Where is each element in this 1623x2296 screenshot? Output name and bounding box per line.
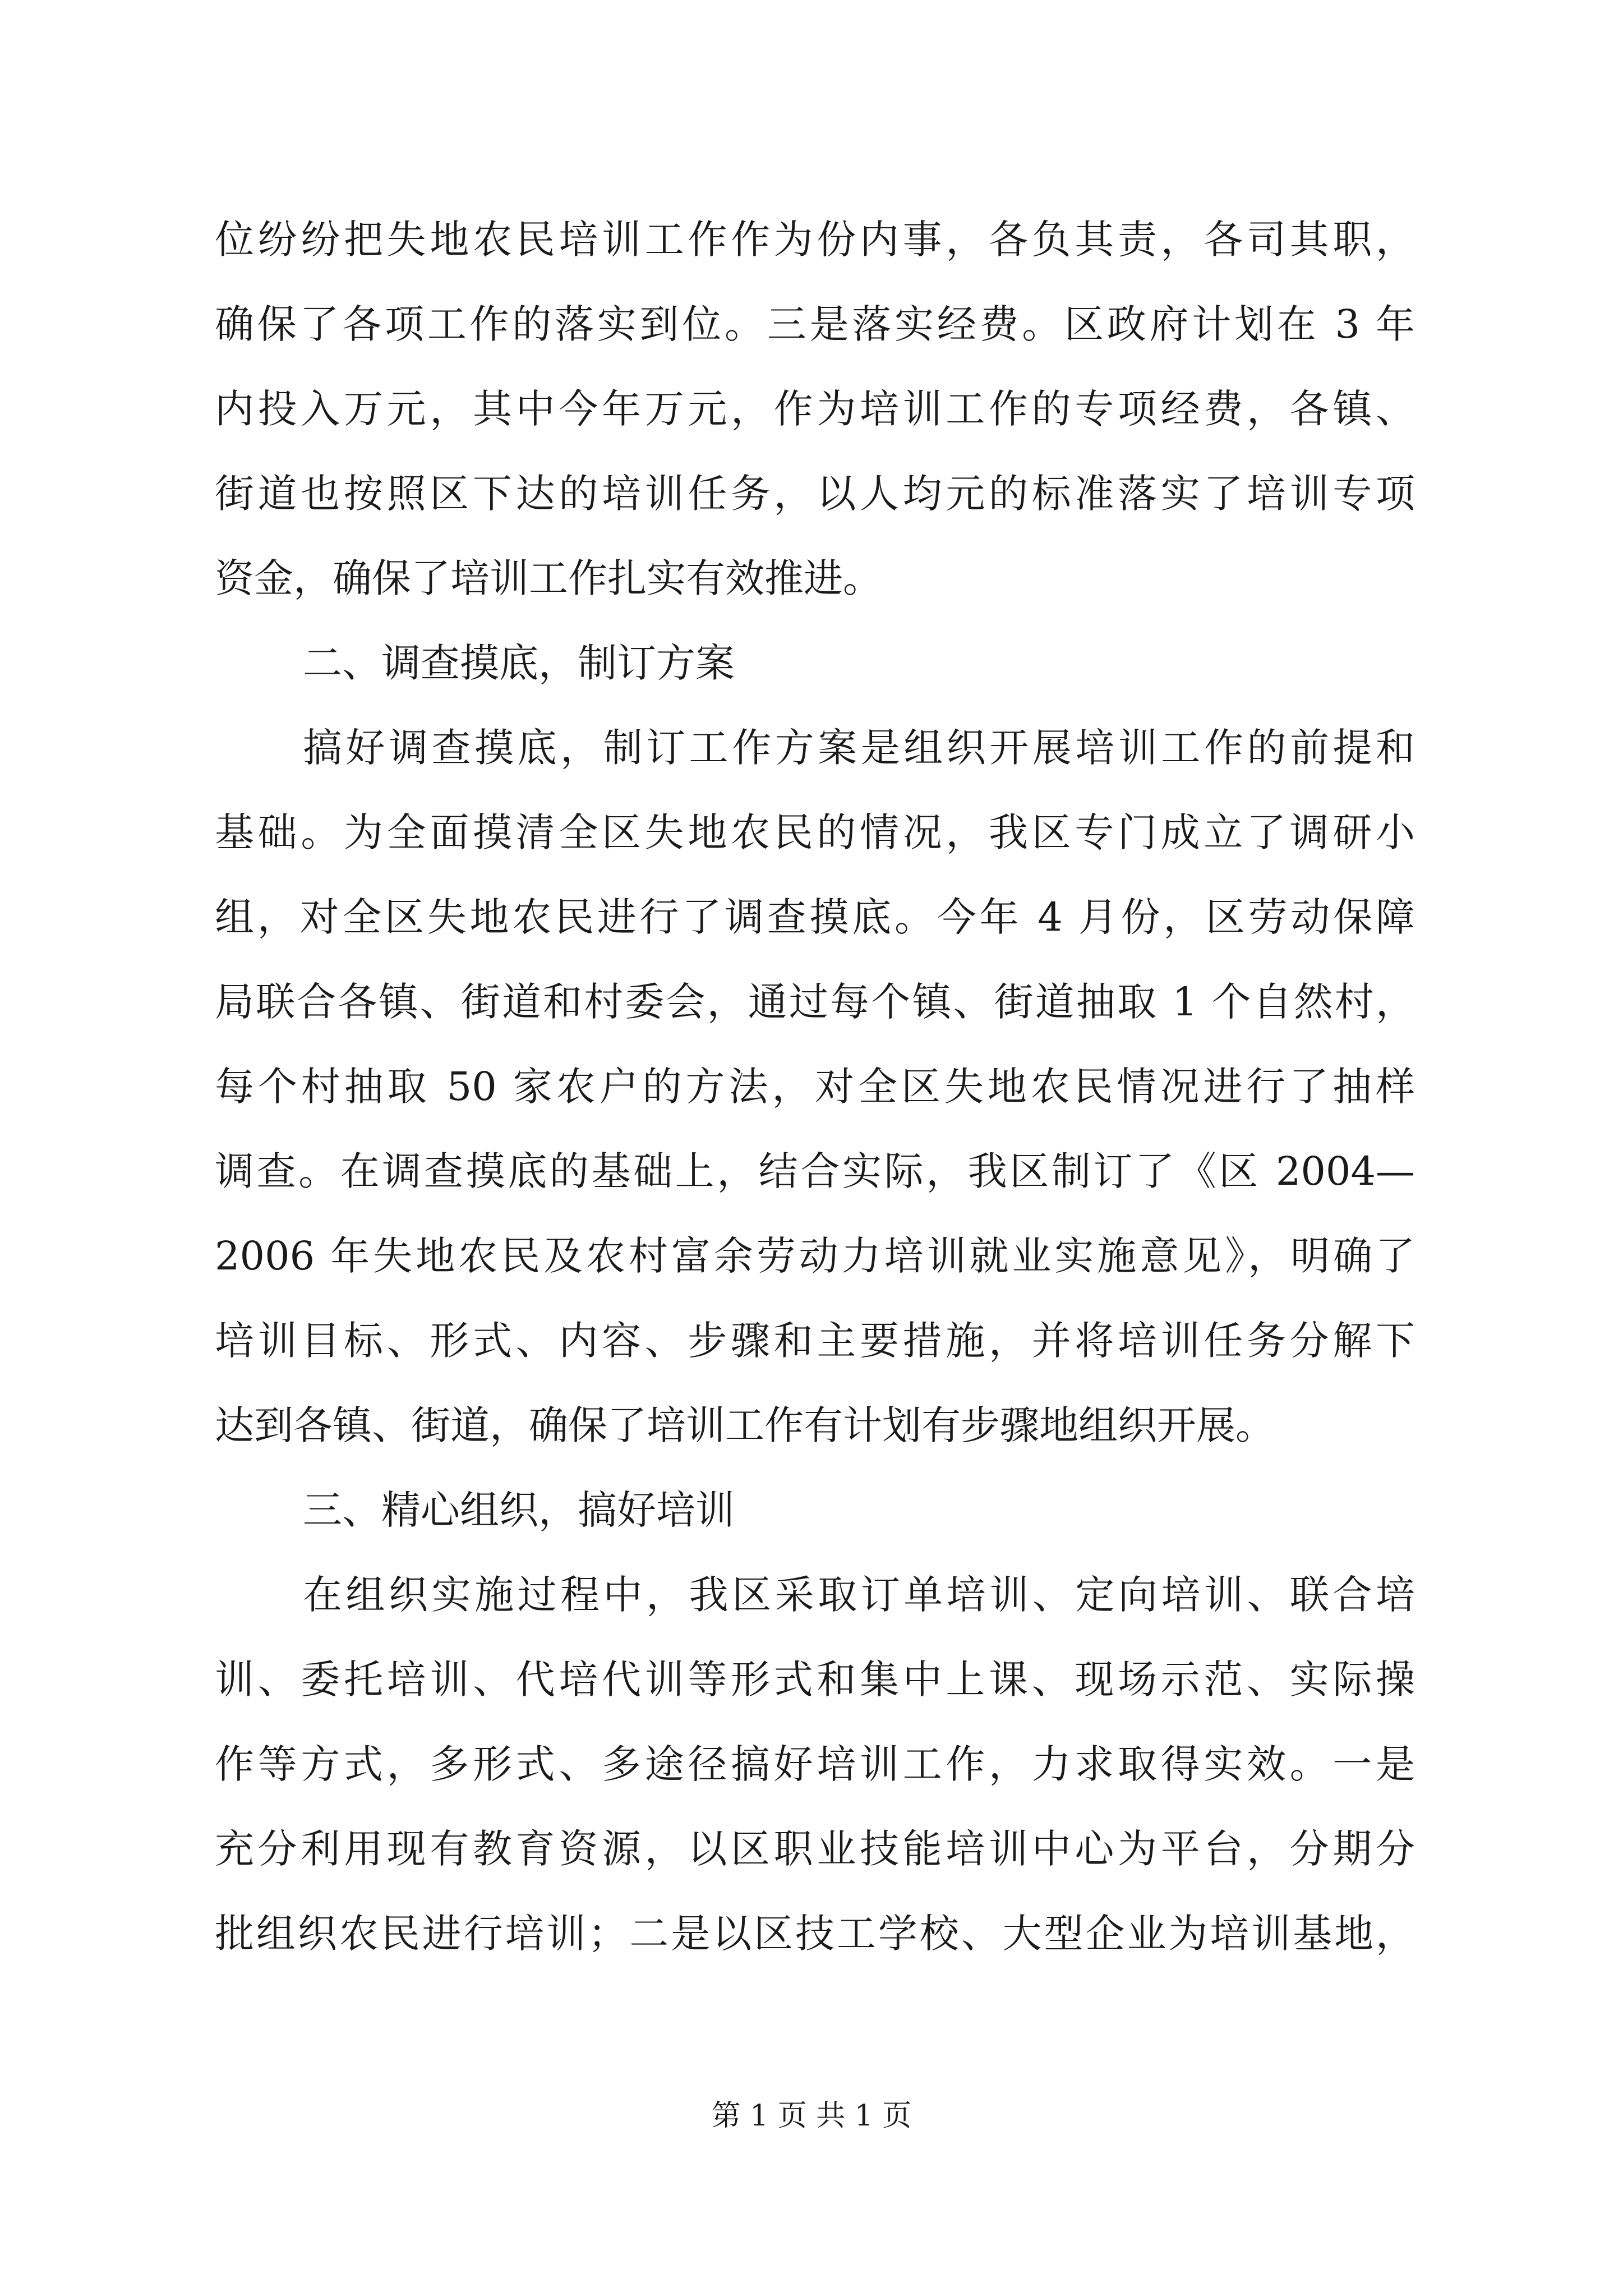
- text-line: 位纷纷把失地农民培训工作作为份内事，各负其责，各司其职，: [215, 217, 1415, 263]
- text-line: 2006 年失地农民及农村富余劳动力培训就业实施意见》，明确了: [215, 1233, 1415, 1279]
- page-footer: 第 1 页 共 1 页: [711, 2099, 912, 2133]
- text-line: 作等方式，多形式、多途径搞好培训工作，力求取得实效。一是: [215, 1741, 1415, 1787]
- text-line: 充分利用现有教育资源，以区职业技能培训中心为平台，分期分: [215, 1826, 1415, 1872]
- text-line: 确保了各项工作的落实到位。三是落实经费。区政府计划在 3 年: [215, 301, 1415, 347]
- text-line: 基础。为全面摸清全区失地农民的情况，我区专门成立了调研小: [215, 809, 1415, 855]
- text-line: 组，对全区失地农民进行了调查摸底。今年 4 月份，区劳动保障: [215, 894, 1415, 940]
- section-heading: 三、精心组织，搞好培训: [303, 1487, 735, 1533]
- text-line: 资金，确保了培训工作扎实有效推进。: [215, 555, 882, 601]
- text-line: 内投入万元，其中今年万元，作为培训工作的专项经费，各镇、: [215, 386, 1415, 432]
- text-line: 搞好调查摸底，制订工作方案是组织开展培训工作的前提和: [303, 725, 1415, 771]
- text-line: 街道也按照区下达的培训任务，以人均元的标准落实了培训专项: [215, 471, 1415, 517]
- section-heading: 二、调查摸底，制订方案: [303, 640, 735, 686]
- text-line: 训、委托培训、代培代训等形式和集中上课、现场示范、实际操: [215, 1657, 1415, 1703]
- text-line: 局联合各镇、街道和村委会，通过每个镇、街道抽取 1 个自然村，: [215, 979, 1415, 1025]
- text-line: 在组织实施过程中，我区采取订单培训、定向培训、联合培: [303, 1572, 1415, 1618]
- text-line: 达到各镇、街道，确保了培训工作有计划有步骤地组织开展。: [215, 1402, 1275, 1448]
- text-line: 培训目标、形式、内容、步骤和主要措施，并将培训任务分解下: [215, 1318, 1415, 1364]
- text-line: 批组织农民进行培训；二是以区技工学校、大型企业为培训基地，: [215, 1911, 1415, 1957]
- text-line: 每个村抽取 50 家农户的方法，对全区失地农民情况进行了抽样: [215, 1064, 1415, 1110]
- text-line: 调查。在调查摸底的基础上，结合实际，我区制订了《区 2004—: [215, 1148, 1415, 1194]
